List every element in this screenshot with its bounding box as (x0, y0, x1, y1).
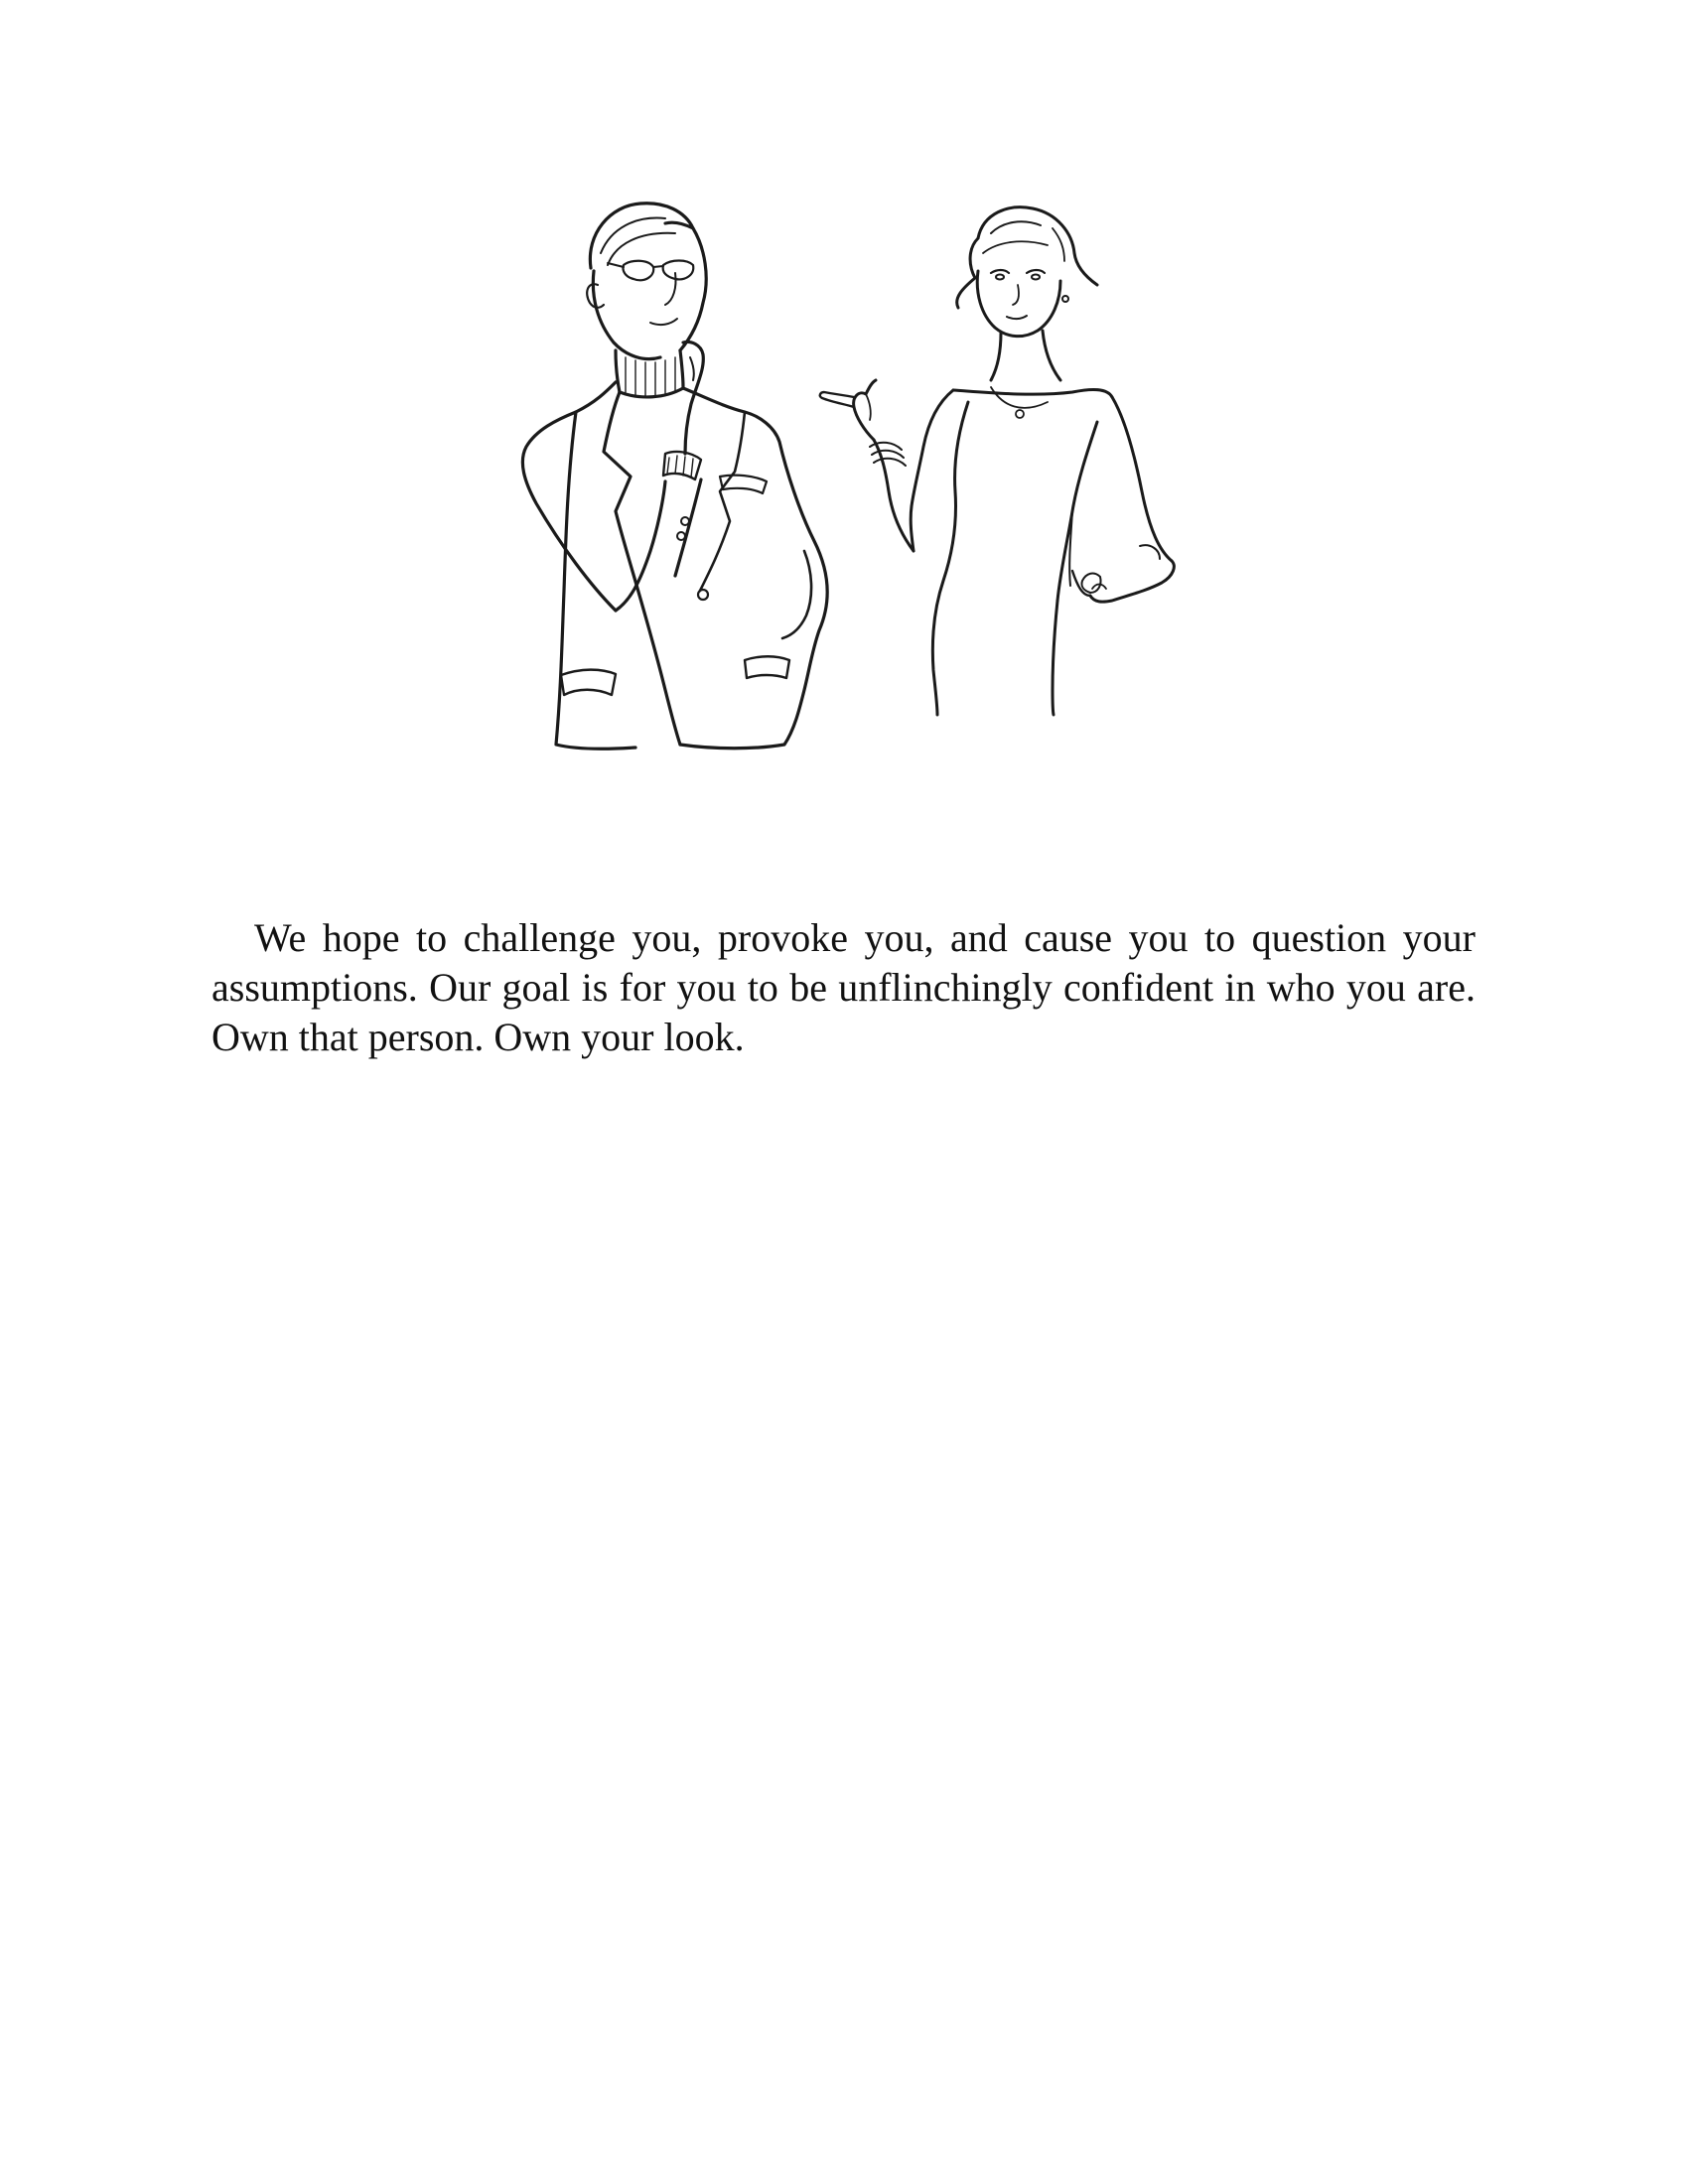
two-people-sketch-icon (516, 194, 1231, 789)
body-paragraph: We hope to challenge you, provoke you, and cause you to question your assumptions. Our goal is for you to be unflinchingly confident in who you are. Own that person. Own your look. (211, 915, 1476, 1059)
two-people-sketch-illustration (516, 194, 1231, 789)
woman-figure (820, 207, 1174, 715)
man-figure (522, 204, 827, 750)
